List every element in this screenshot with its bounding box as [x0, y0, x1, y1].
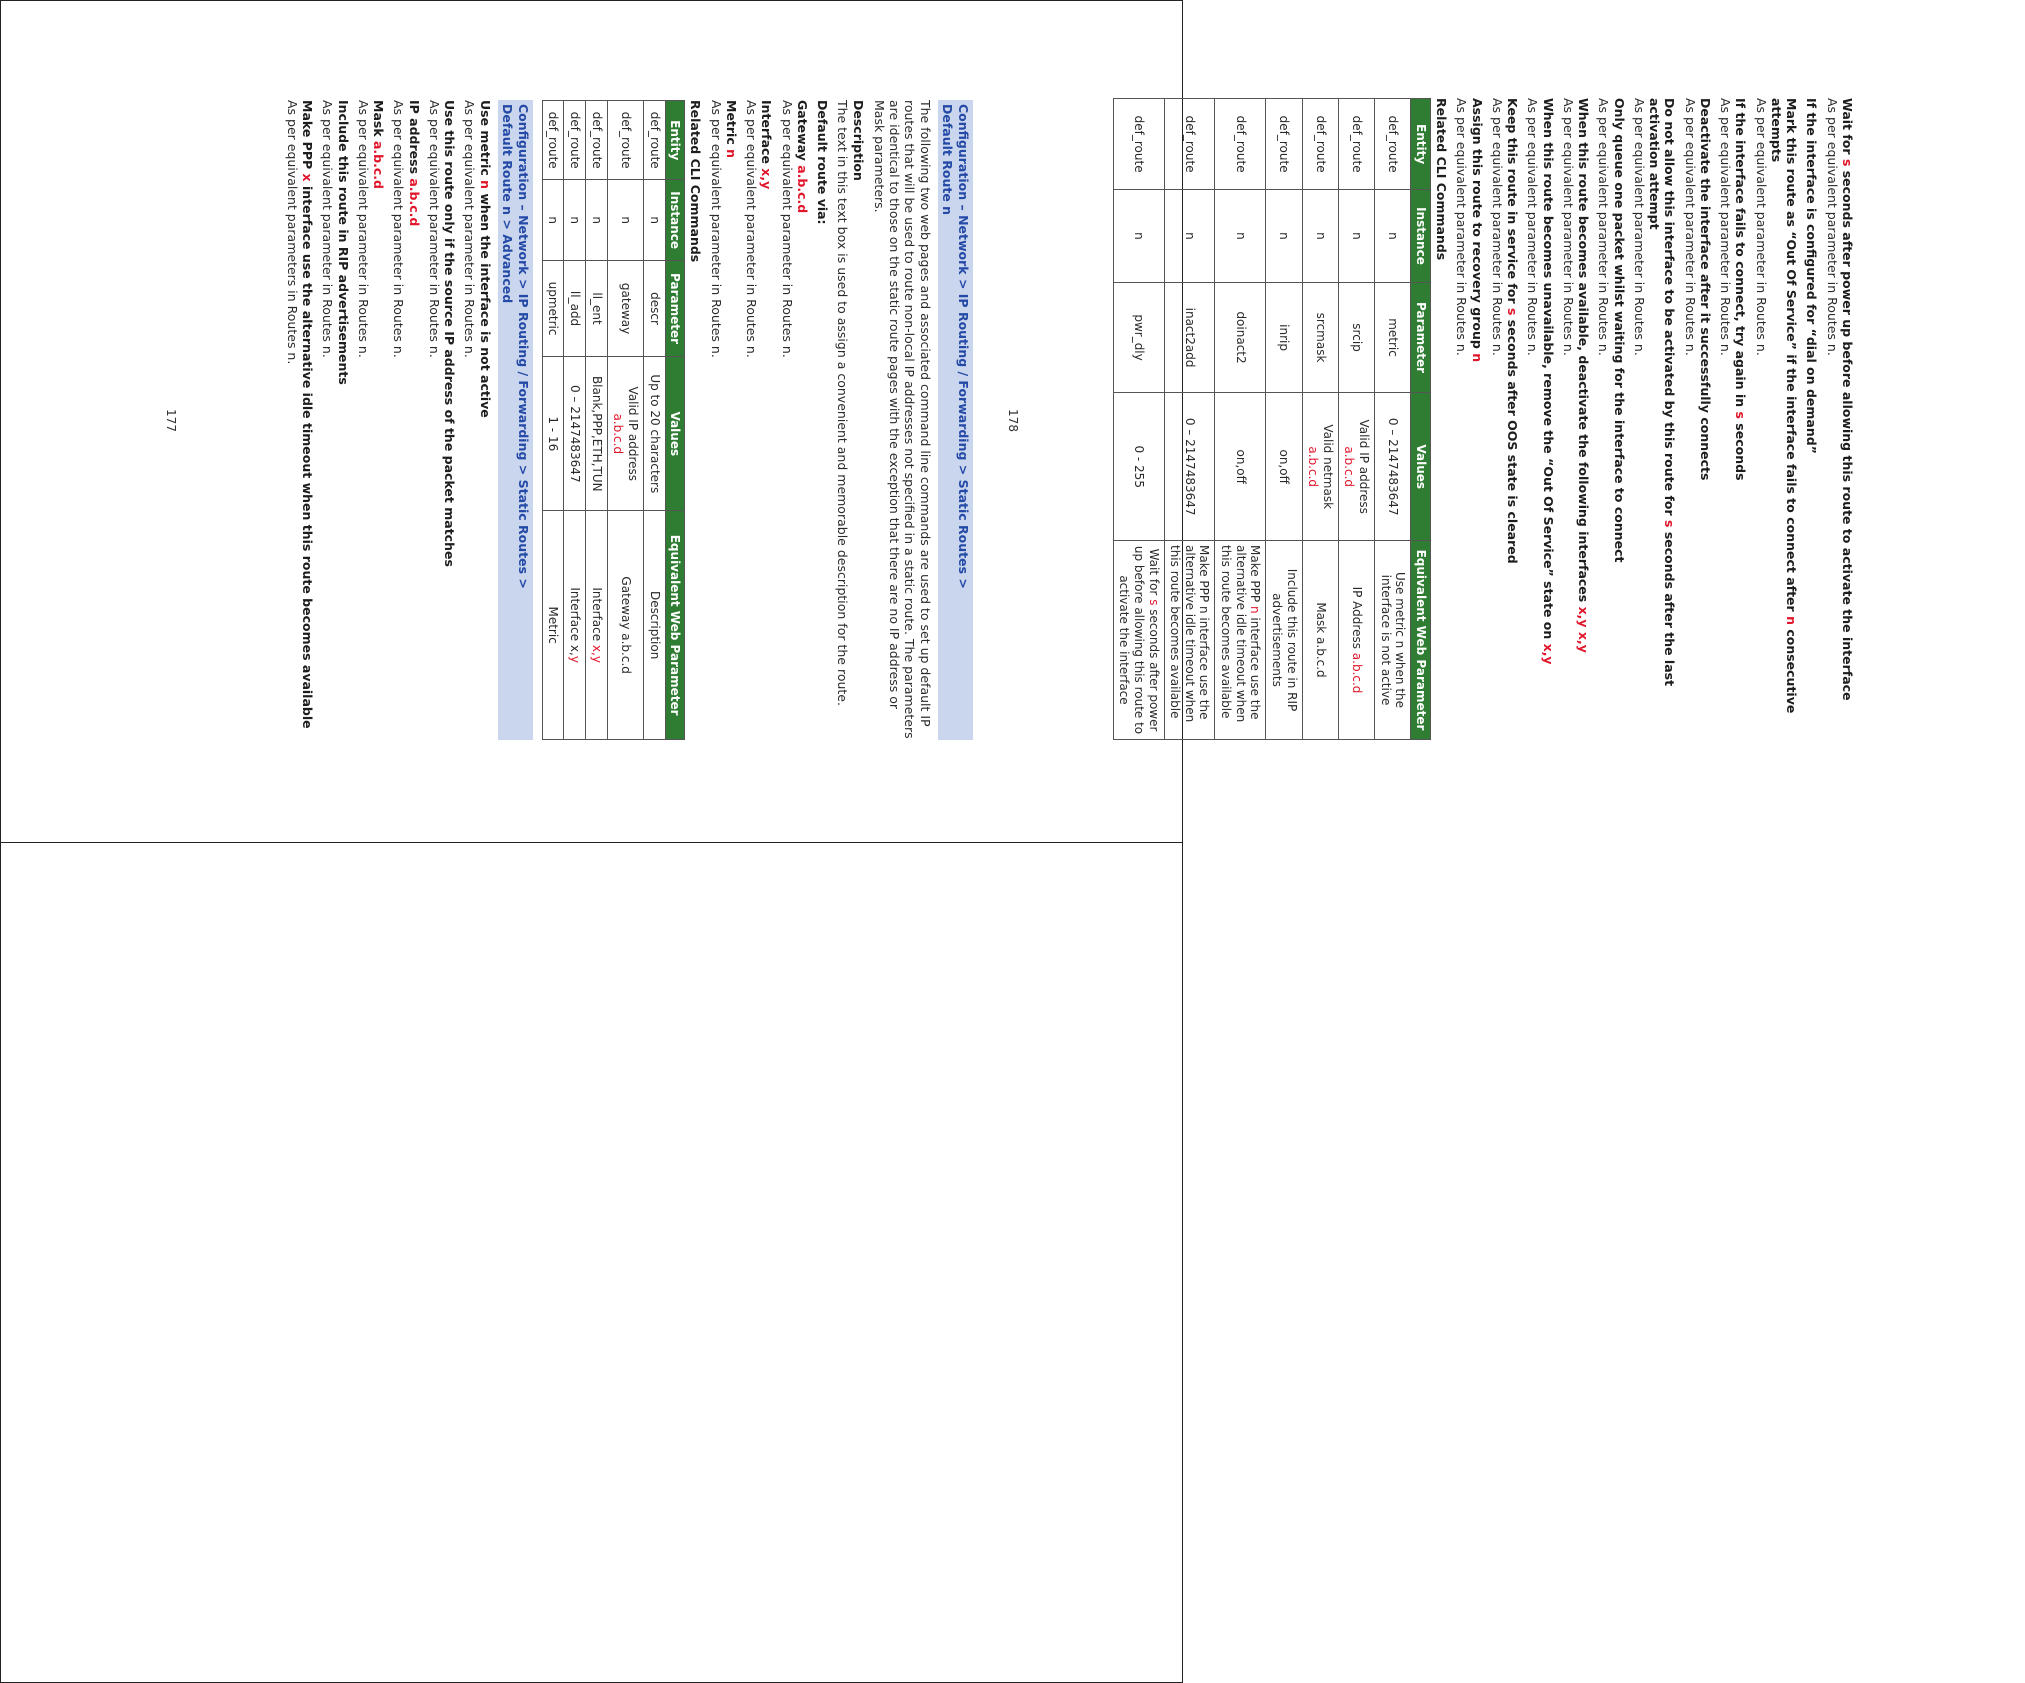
page-178	[842, 0, 2025, 841]
table-row: def_route n inrip on,off Include this route in RIP advertisements	[1266, 99, 1302, 740]
param-block: Only queue one packet whilst waiting for the interface to connect As per equivalent parameter in Routes n.	[1596, 98, 1627, 563]
description-title: Description	[850, 100, 866, 181]
param-block: Do not allow this interface to be activated by this route for s seconds after the last activation attempt As per equivalent parameter in Routes n.	[1632, 98, 1678, 687]
cli-title: Related CLI Commands	[688, 100, 704, 263]
cli-table	[542, 100, 685, 740]
param-block: Keep this route in service for s seconds after OOS state is cleared As per equivalent parameter in Routes n.	[1490, 98, 1521, 564]
param-block: Deactivate the interface after it successfully connects As per equivalent parameter in Routes n.	[1682, 98, 1713, 481]
param-block: Make PPP x interface use the alternative idle timeout when this route becomes available As per equivalent parameters in Routes n.	[284, 100, 316, 729]
table-row: def_route n ll_ent Blank,PPP,ETH,TUN Interface x,y	[586, 101, 608, 740]
table-row: def_route n metric 0 – 2147483647 Use metric n when the interface is not active	[1375, 99, 1411, 740]
section-header: Configuration – Network > IP Routing / Forwarding > Static Routes > Default Route n	[938, 100, 973, 740]
description-text: The text in this text box is used to assign a convenient and memorable description for the route.	[835, 100, 851, 706]
intro-text: The following two web pages and associated command line commands are used to set up default IP routes that will be used to route non-local IP addresses not specified in a static route. The parameters are identical to those on the static route pages with the exception that there are no IP address or Mask parameters.	[872, 100, 933, 739]
param-block: Wait for s seconds after power up before allowing this route to activate the interface As per equivalent parameter in Routes n.	[1824, 98, 1855, 701]
param-block: Use metric n when the interface is not active As per equivalent parameter in Routes n.	[462, 100, 493, 418]
table-row: def_route n upmetric 1 - 16 Metric	[542, 101, 564, 740]
default-route-via-title: Default route via:	[815, 100, 831, 225]
metric-block: Metric n As per equivalent parameter in Routes n.	[708, 100, 739, 358]
param-block: IP address a.b.c.d As per equivalent parameter in Routes n.	[391, 100, 422, 358]
param-block: Include this route in RIP advertisements As per equivalent parameter in Routes n.	[320, 100, 351, 385]
page-number: 177	[164, 409, 178, 432]
param-block: Assign this route to recovery group n As per equivalent parameter in Routes n.	[1454, 98, 1485, 363]
page-divider	[0, 842, 1183, 843]
table-row: def_route n doinact2 on,off Make PPP n interface use the alternative idle timeout when this route becomes available	[1215, 99, 1266, 740]
param-block: If the interface fails to connect, try again in s seconds As per equivalent parameter in Routes n.	[1718, 98, 1749, 481]
param-block: Mask a.b.c.d As per equivalent parameter in Routes n.	[355, 100, 387, 358]
table-row: def_route n srcip Valid IP address a.b.c.d IP Address a.b.c.d	[1338, 99, 1374, 740]
param-block: When this route becomes unavailable, remove the “Out Of Service” state on x,y As per equivalent parameter in Routes n.	[1525, 98, 1556, 665]
table-row: def_route n srcmask Valid netmask a.b.c.d Mask a.b.c.d	[1302, 99, 1338, 740]
param-block: If the interface is configured for “dial on demand”	[1804, 98, 1820, 454]
table-header-row: Entity Instance Parameter Values Equivalent Web Parameter	[665, 101, 685, 740]
cli-table	[1113, 98, 1431, 740]
param-block: Mark this route as “Out Of Service” if the interface fails to connect after n consecutive attempts As per equivalent parameter in Routes n.	[1753, 98, 1800, 714]
table-header-row: Entity Instance Parameter Values Equivalent Web Parameter	[1411, 99, 1431, 740]
cli-title: Related CLI Commands	[1434, 98, 1450, 261]
param-block: When this route becomes available, deactivate the following interfaces x,y x,y As per equivalent parameter in Routes n.	[1561, 98, 1592, 653]
table-row: def_route n inact2add 0 – 2147483647 Make PPP n interface use the alternative idle timeout when this route becomes available	[1164, 99, 1215, 740]
gateway-block: Gateway a.b.c.d As per equivalent parameter in Routes n.	[779, 100, 810, 358]
table-row: def_route n ll_add 0 – 2147483647 Interface x,y	[564, 101, 586, 740]
interface-block: Interface x,y As per equivalent parameter in Routes n.	[744, 100, 775, 358]
section-header-advanced: Configuration – Network > IP Routing / Forwarding > Static Routes > Default Route n > Advanced	[498, 100, 533, 740]
table-row: def_route n pwr_dly 0 - 255 Wait for s seconds after power up before allowing this route to activate the interface	[1113, 99, 1164, 740]
page-number: 178	[1006, 409, 1020, 432]
table-row: def_route n gateway Valid IP address a.b.c.d Gateway a.b.c.d	[607, 101, 643, 740]
table-row: def_route n descr Up to 20 characters Description	[644, 101, 666, 740]
param-block: Use this route only if the source IP address of the packet matches As per equivalent parameter in Routes n.	[426, 100, 458, 567]
